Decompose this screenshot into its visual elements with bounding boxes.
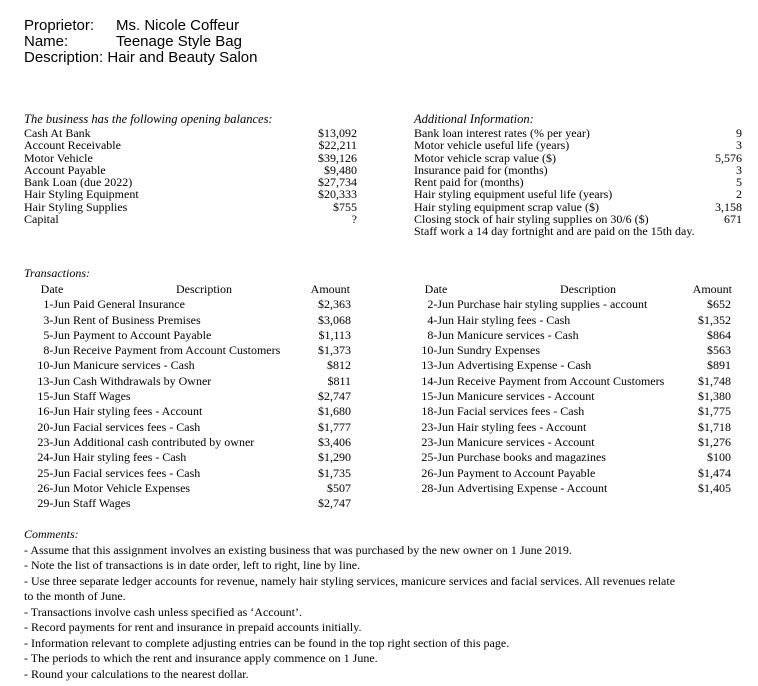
transaction-row (24, 450, 364, 465)
balance-value: $9,480 (324, 162, 357, 177)
info-value: 3 (736, 162, 742, 177)
comment-line: to the month of June. (24, 589, 126, 603)
transaction-description: Payment to Account Payable (457, 465, 596, 480)
balance-value: $22,211 (318, 138, 357, 153)
balance-label: Bank Loan (due 2022) (24, 175, 133, 190)
transaction-date: 13-Jun (421, 358, 454, 373)
additional-information (414, 112, 744, 238)
transaction-date: 16-Jun (37, 404, 70, 419)
info-row (414, 188, 744, 200)
comment-line: - Note the list of transactions is in date order, left to right, line by line. (24, 558, 361, 572)
transaction-row (408, 358, 738, 373)
info-label: Hair styling equipment scrap value ($) (414, 199, 599, 214)
transaction-row (24, 328, 364, 343)
comment-line: - Use three separate ledger accounts for revenue, namely hair styling services, manicure services and facial services. All revenues relate (24, 573, 676, 588)
transactions-right-rows (408, 297, 738, 496)
transaction-date: 23-Jun (421, 419, 454, 434)
transaction-row (24, 374, 364, 389)
comment-line: - The periods to which the rent and insurance apply commence on 1 June. (24, 651, 378, 665)
transaction-description: Facial services fees - Cash (73, 419, 201, 434)
transaction-date: 8-Jun (43, 343, 70, 358)
balance-value: $39,126 (318, 150, 357, 165)
transaction-amount: $100 (707, 450, 731, 465)
info-label: Rent paid for (months) (414, 175, 524, 190)
transaction-date: 26-Jun (37, 480, 70, 495)
transaction-row (24, 358, 364, 373)
transaction-date: 10-Jun (37, 358, 70, 373)
transaction-description: Staff Wages (73, 389, 131, 404)
transaction-amount: $1,748 (698, 373, 731, 388)
transaction-description: Hair styling fees - Cash (457, 312, 571, 327)
transaction-amount: $1,718 (698, 419, 731, 434)
table-header (408, 282, 738, 297)
transaction-description: Manicure services - Account (457, 434, 595, 449)
info-label: Hair styling equipment useful life (years) (414, 187, 613, 202)
transaction-description: Motor Vehicle Expenses (73, 480, 191, 495)
transaction-description: Receive Payment from Account Customers (73, 343, 281, 358)
transaction-description: Sundry Expenses (457, 343, 540, 358)
transaction-description: Hair styling fees - Account (457, 419, 587, 434)
transaction-description: Hair styling fees - Cash (73, 450, 187, 465)
transaction-description: Payment to Account Payable (73, 327, 212, 342)
comments-section (24, 527, 744, 682)
info-value: 5 (736, 175, 742, 190)
transaction-date: 26-Jun (421, 465, 454, 480)
transaction-date: 25-Jun (37, 465, 70, 480)
transaction-date: 15-Jun (421, 389, 454, 404)
transaction-description: Facial services fees - Cash (457, 404, 585, 419)
proprietor-header (24, 18, 424, 66)
transaction-row (408, 328, 738, 343)
transaction-amount: $2,747 (318, 389, 351, 404)
transaction-row (24, 313, 364, 328)
transaction-description: Hair styling fees - Account (73, 404, 203, 419)
info-value: 671 (724, 212, 742, 227)
transaction-amount: $812 (327, 358, 351, 373)
amount-header: Amount (310, 282, 350, 296)
transaction-date: 8-Jun (427, 327, 454, 342)
transaction-row (408, 313, 738, 328)
transaction-row (408, 450, 738, 465)
proprietor-value: Ms. Nicole Coffeur (116, 17, 240, 34)
transaction-amount: $652 (707, 297, 731, 312)
balance-row (24, 213, 364, 225)
transaction-row (408, 374, 738, 389)
transaction-row (408, 297, 738, 312)
transaction-row (408, 435, 738, 450)
info-value: 9 (736, 126, 742, 140)
transaction-amount: $1,113 (318, 327, 351, 342)
transaction-row (24, 466, 364, 481)
description-label: Description: (24, 49, 104, 66)
balance-value: ? (351, 212, 357, 227)
description-value: Hair and Beauty Salon (107, 49, 258, 66)
balance-label: Account Receivable (24, 138, 121, 153)
info-value: 3,158 (715, 199, 742, 214)
transaction-description: Manicure services - Cash (457, 327, 579, 342)
info-label: Closing stock of hair styling supplies on 30/6 ($) (414, 212, 649, 227)
balance-value: $27,734 (318, 175, 357, 190)
transaction-amount: $3,068 (318, 312, 351, 327)
transaction-row (408, 404, 738, 419)
transaction-amount: $1,474 (698, 465, 731, 480)
opening-balances-list (24, 127, 364, 225)
transaction-amount: $1,405 (698, 480, 731, 495)
transaction-description: Paid General Insurance (73, 297, 185, 312)
comment-line: - Record payments for rent and insurance in prepaid accounts initially. (24, 620, 362, 634)
info-label: Staff work a 14 day fortnight and are paid on the 15th day. (414, 224, 695, 239)
date-header: Date (40, 282, 64, 296)
comments-title: Comments: (24, 527, 79, 541)
comment-line: - Information relevant to complete adjusting entries can be found in the top right section of this page. (24, 635, 510, 650)
transaction-amount: $2,747 (318, 496, 351, 511)
balance-label: Capital (24, 212, 59, 227)
transaction-row (24, 297, 364, 312)
balance-label: Account Payable (24, 162, 106, 177)
transaction-date: 20-Jun (37, 419, 70, 434)
transaction-row (408, 420, 738, 435)
transaction-date: 10-Jun (421, 343, 454, 358)
balance-label: Hair Styling Supplies (24, 199, 128, 214)
transaction-description: Purchase books and magazines (457, 450, 606, 465)
description-header: Description (176, 282, 232, 296)
transactions-left-rows (24, 297, 364, 511)
balance-value: $20,333 (318, 187, 357, 202)
transaction-description: Receive Payment from Account Customers (457, 373, 665, 388)
info-label: Insurance paid for (months) (414, 162, 548, 177)
transaction-row (408, 389, 738, 404)
info-label: Motor vehicle scrap value ($) (414, 150, 556, 165)
transaction-description: Manicure services - Account (457, 389, 595, 404)
transaction-date: 3-Jun (43, 312, 70, 327)
transaction-row (408, 481, 738, 496)
transaction-date: 15-Jun (37, 389, 70, 404)
info-row (414, 225, 744, 237)
transaction-date: 5-Jun (43, 327, 70, 342)
transaction-row (24, 496, 364, 511)
transaction-date: 2-Jun (427, 297, 454, 312)
balance-label: Cash At Bank (24, 126, 91, 140)
transaction-description: Advertising Expense - Cash (457, 358, 592, 373)
comment-line: - Round your calculations to the nearest dollar. (24, 666, 249, 681)
transaction-amount: $891 (707, 358, 731, 373)
proprietor-label: Proprietor: (24, 17, 95, 34)
date-header: Date (424, 282, 448, 296)
name-value: Teenage Style Bag (116, 33, 242, 50)
transaction-row (24, 343, 364, 358)
opening-balances-title: The business has the following opening balances: (24, 112, 273, 126)
info-value: 5,576 (715, 150, 742, 165)
balance-value: $755 (333, 199, 357, 214)
transaction-amount: $864 (707, 327, 731, 342)
transaction-description: Facial services fees - Cash (73, 465, 201, 480)
description-header: Description (560, 282, 616, 296)
transaction-amount: $1,276 (698, 434, 731, 449)
transaction-description: Rent of Business Premises (73, 312, 201, 327)
transaction-amount: $811 (327, 373, 351, 388)
info-label: Motor vehicle useful life (years) (414, 138, 570, 153)
transaction-date: 23-Jun (37, 434, 70, 449)
transaction-amount: $1,352 (698, 312, 731, 327)
transaction-date: 23-Jun (421, 434, 454, 449)
transactions-title: Transactions: (24, 266, 91, 280)
transaction-amount: $3,406 (318, 434, 351, 449)
transaction-description: Advertising Expense - Account (457, 480, 608, 495)
comment-line: - Transactions involve cash unless specified as ‘Account’. (24, 604, 302, 619)
table-header (24, 282, 364, 297)
balance-label: Hair Styling Equipment (24, 187, 139, 202)
transaction-date: 24-Jun (37, 450, 70, 465)
name-label: Name: (24, 33, 69, 50)
transaction-row (24, 435, 364, 450)
balance-row (24, 188, 364, 200)
transaction-amount: $1,775 (698, 404, 731, 419)
transaction-amount: $1,735 (318, 465, 351, 480)
transaction-description: Cash Withdrawals by Owner (73, 373, 212, 388)
transaction-date: 28-Jun (421, 480, 454, 495)
transaction-date: 1-Jun (43, 297, 70, 312)
balance-row (24, 139, 364, 151)
transaction-row (24, 420, 364, 435)
transaction-row (24, 389, 364, 404)
amount-header: Amount (692, 282, 732, 296)
transaction-amount: $563 (707, 343, 731, 358)
balance-label: Motor Vehicle (24, 150, 93, 165)
transaction-row (24, 481, 364, 496)
transactions-table-right (408, 282, 738, 496)
transaction-date: 14-Jun (421, 373, 454, 388)
transaction-description: Staff Wages (73, 496, 131, 511)
balance-value: $13,092 (318, 126, 357, 140)
transaction-date: 25-Jun (421, 450, 454, 465)
transaction-amount: $507 (327, 480, 351, 495)
info-value: 3 (736, 138, 742, 153)
transaction-row (24, 404, 364, 419)
additional-information-title: Additional Information: (414, 112, 534, 126)
transaction-date: 18-Jun (421, 404, 454, 419)
transaction-description: Manicure services - Cash (73, 358, 195, 373)
transaction-description: Purchase hair styling supplies - account (457, 297, 648, 312)
transaction-date: 29-Jun (37, 496, 70, 511)
additional-information-list (414, 127, 744, 238)
transaction-row (408, 466, 738, 481)
transaction-date: 13-Jun (37, 373, 70, 388)
info-value: 2 (736, 187, 742, 202)
opening-balances (24, 112, 364, 225)
comments-list (24, 543, 744, 683)
transaction-amount: $1,777 (318, 419, 351, 434)
transaction-amount: $1,373 (318, 343, 351, 358)
transaction-row (408, 343, 738, 358)
transaction-description: Additional cash contributed by owner (73, 434, 255, 449)
transaction-date: 4-Jun (427, 312, 454, 327)
info-row (414, 139, 744, 151)
info-label: Bank loan interest rates (% per year) (414, 126, 590, 140)
comment-line: - Assume that this assignment involves an existing business that was purchased by the new owner on 1 June 2019. (24, 542, 572, 557)
transaction-amount: $1,380 (698, 389, 731, 404)
transactions-table-left (24, 282, 364, 511)
transaction-amount: $1,680 (318, 404, 351, 419)
transaction-amount: $2,363 (318, 297, 351, 312)
balance-row (24, 201, 364, 213)
transaction-amount: $1,290 (318, 450, 351, 465)
